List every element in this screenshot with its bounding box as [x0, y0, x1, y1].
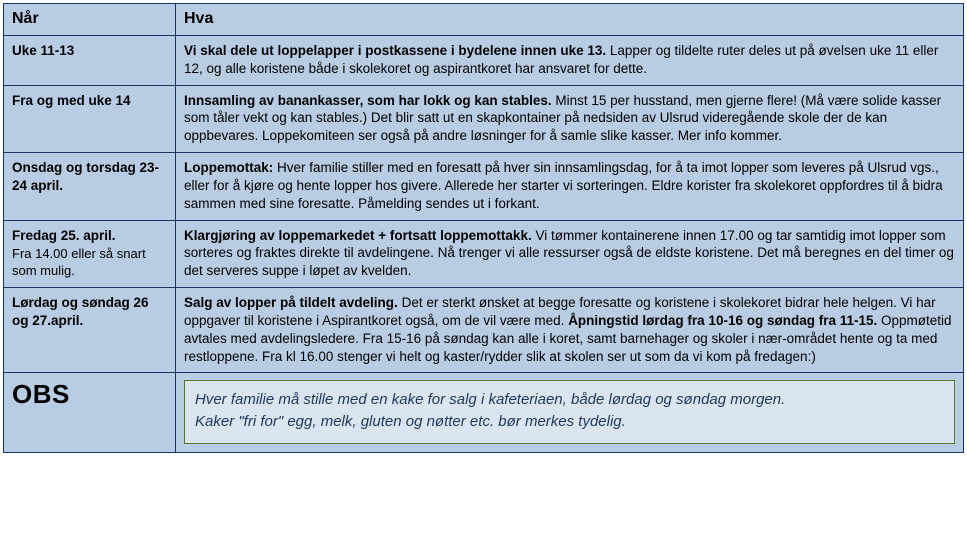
what-rest-text: Vi tømmer kontainerene innen 17.00 og tar samtidig imot lopper som sorteres og fraktes direkte til avdelingene. Nå trenger vi alle ressurser også de eldste koristene. Det må beregnes en del timer og det serveres suppe i løpet av kvelden. — [184, 227, 954, 279]
what-cell — [176, 220, 964, 288]
when-sub-text: Fra 14.00 eller så snart som mulig. — [12, 246, 146, 279]
what-bold-highlight: Åpningstid lørdag fra 10-16 og søndag fra 11-15. — [568, 312, 878, 328]
table-row — [4, 85, 964, 152]
when-main-text: Onsdag og torsdag 23-24 april. — [12, 160, 160, 193]
table-row — [4, 153, 964, 220]
what-rest-text-2: Oppmøtetid avtales med avdelingsledere. Fra 15-16 på søndag kan alle i koret, samt barnehager og skoler i nær-området hente og ta med restloppene. Fra kl 16.00 stenger vi helt og kaster/rydder slik at skolen ser ut som da vi kom på fredagen:) — [184, 312, 952, 364]
what-rest-text: Hver familie stiller med en foresatt på hver sin innsamlingsdag, for å ta imot lopper som leveres på Ulsrud vgs., eller for å kjøre og hente lopper hos givere. Allerede her starter vi sorteringen. Eldre korister fra skolekoret oppfordres til å bidra sammen med sine foresatte. Påmelding sendes ut i forkant. — [184, 160, 943, 211]
document-sheet — [0, 3, 967, 539]
obs-callout-box — [184, 380, 955, 444]
what-lead-text: Vi skal dele ut loppelapper i postkassene i bydelene innen uke 13. — [184, 43, 607, 58]
what-rest-text: Lapper og tildelte ruter deles ut på øvelsen uke 11 eller 12, og alle koristene både i skolekoret og aspirantkoret har ansvaret for dette. — [184, 43, 939, 76]
what-lead-text: Salg av lopper på tildelt avdeling. — [184, 295, 398, 311]
table-row — [4, 36, 964, 86]
header-cell-when: Når — [4, 4, 176, 36]
obs-line-2: Kaker "fri for" egg, melk, gluten og nøtter etc. bør merkes tydelig. — [195, 413, 626, 431]
obs-label: OBS — [12, 379, 70, 410]
what-cell — [176, 85, 964, 152]
obs-label-cell — [4, 373, 176, 453]
table-row — [4, 288, 964, 373]
table-row — [4, 220, 964, 288]
when-cell — [4, 220, 176, 288]
what-cell — [176, 36, 964, 86]
what-lead-text: Klargjøring av loppemarkedet + fortsatt loppemottakk. — [184, 227, 532, 243]
what-rest-text: Minst 15 per husstand, men gjerne flere! (Må være solide kasser som tåler vekt og kan stables.) Det blir satt ut en skapkontainer på nedsiden av Ulsrud videregående skole der de kan oppbevares. Loppekomiteen ser også på andre løsninger for å samle slike kasser. Mer info kommer. — [184, 92, 942, 144]
when-cell — [4, 153, 176, 220]
when-cell — [4, 288, 176, 373]
obs-line-1: Hver familie må stille med en kake for salg i kafeteriaen, både lørdag og søndag morgen. — [195, 391, 786, 409]
when-main-text: Lørdag og søndag 26 og 27.april. — [12, 295, 149, 328]
what-cell — [176, 153, 964, 220]
when-main-text: Fra og med uke 14 — [12, 92, 131, 108]
when-cell — [4, 36, 176, 86]
what-cell — [176, 288, 964, 373]
schedule-table — [3, 3, 964, 453]
obs-row — [4, 373, 964, 453]
what-lead-text: Loppemottak: — [184, 160, 274, 176]
when-main-text: Uke 11-13 — [12, 43, 75, 58]
table-header-row — [4, 4, 964, 36]
when-main-text: Fredag 25. april. — [12, 227, 116, 243]
obs-content-cell — [176, 373, 964, 453]
what-rest-text: Det er sterkt ønsket at begge foresatte og koristene i skolekoret bidrar hele helgen. Vi har oppgaver til koristene i Aspirantkoret også, om de vil være med. — [184, 295, 936, 328]
when-cell — [4, 85, 176, 152]
header-cell-what: Hva — [176, 4, 964, 36]
what-lead-text: Innsamling av banankasser, som har lokk og kan stables. — [184, 92, 552, 108]
